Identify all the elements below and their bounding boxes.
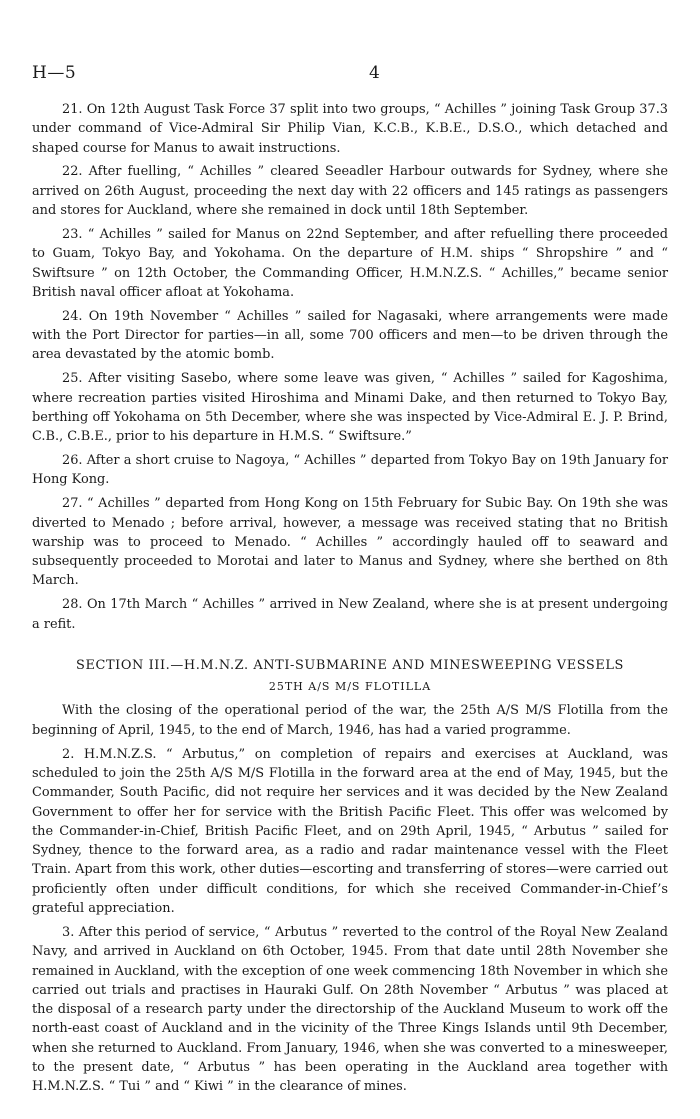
paragraph-intro: With the closing of the operational period of the war, the 25th A/S M/S Flotilla from the beginning of April, 1945, to the end of March, 1946, has had a varied programme. bbox=[32, 703, 668, 738]
document-body bbox=[32, 100, 668, 1101]
paragraph-27: 27. “ Achilles ” departed from Hong Kong on 15th February for Subic Bay. On 19th she was diverted to Menado ; before arrival, however, a message was received stating that no British warship was to proceed to Menado. “ Achilles ” accordingly hauled off to seaward and subsequently proceeded to Morotai and later to Manus and Sydney, where she berthed on 8th March. bbox=[32, 496, 668, 589]
section-title: SECTION III.—H.M.N.Z. ANTI-SUBMARINE AND MINESWEEPING VESSELS bbox=[76, 657, 624, 673]
paragraph-28: 28. On 17th March “ Achilles ” arrived in New Zealand, where she is at present undergoing a refit. bbox=[32, 597, 668, 632]
paragraph-26: 26. After a short cruise to Nagoya, “ Achilles ” departed from Tokyo Bay on 19th January for Hong Kong. bbox=[32, 453, 668, 488]
section-subtitle: 25TH A/S M/S FLOTILLA bbox=[268, 680, 432, 694]
document-code: H—5 bbox=[32, 63, 77, 83]
paragraph-2: 2. H.M.N.Z.S. “ Arbutus,” on completion of repairs and exercises at Auckland, was scheduled to join the 25th A/S M/S Flotilla in the forward area at the end of May, 1945, but the Commander, South Pacific, did not require her services and it was decided by the New Zealand Government to offer her for service with the British Pacific Fleet. This offer was welcomed by the Commander-in-Chief, British Pacific Fleet, and on 29th April, 1945, “ Arbutus ” sailed for Sydney, thence to the forward area, as a radio and radar maintenance vessel with the Fleet Train. Apart from this work, other duties—escorting and transferring of stores—were carried out proficiently often under difficult conditions, for which she received Commander-in-Chief’s grateful appreciation. bbox=[32, 746, 668, 917]
paragraph-24: 24. On 19th November “ Achilles ” sailed for Nagasaki, where arrangements were made with the Port Director for parties—in all, some 700 officers and men—to be driven through the area devastated by the atomic bomb. bbox=[32, 308, 668, 363]
paragraph-25: 25. After visiting Sasebo, where some leave was given, “ Achilles ” sailed for Kagoshima, where recreation parties visited Hiroshima and Minami Dake, and then returned to Tokyo Bay, berthing off Yokohama on 5th December, where she was inspected by Vice-Admiral E. J. P. Brind, C.B., C.B.E., prior to his departure in H.M.S. “ Swiftsure.” bbox=[32, 371, 668, 445]
paragraph-22: 22. After fuelling, “ Achilles ” cleared Seeadler Harbour outwards for Sydney, where she arrived on 26th August, proceeding the next day with 22 officers and 145 ratings as passengers and stores for Auckland, where she remained in dock until 18th September. bbox=[32, 164, 668, 219]
paragraph-23: 23. “ Achilles ” sailed for Manus on 22nd September, and after refuelling there proceeded to Guam, Tokyo Bay, and Yokohama. On the departure of H.M. ships “ Shropshire ” and “ Swiftsure ” on 12th October, the Commanding Officer, H.M.N.Z.S. “ Achilles,” became senior British naval officer afloat at Yokohama. bbox=[32, 226, 668, 300]
page-header bbox=[32, 63, 668, 85]
page-number: 4 bbox=[369, 63, 380, 83]
paragraph-21: 21. On 12th August Task Force 37 split into two groups, “ Achilles ” joining Task Group 37.3 under command of Vice-Admiral Sir Philip Vian, K.C.B., K.B.E., D.S.O., which detached and shaped course for Manus to await instructions. bbox=[32, 102, 668, 156]
paragraph-3: 3. After this period of service, “ Arbutus ” reverted to the control of the Royal New Zealand Navy, and arrived in Auckland on 6th October, 1945. From that date until 28th November she remained in Auckland, with the exception of one week commencing 18th November in which she carried out trials and practises in Hauraki Gulf. On 28th November “ Arbutus ” was placed at the disposal of a research party under the directorship of the Auckland Museum to work off the north-east coast of Auckland and in the vicinity of the Three Kings Islands until 9th December, when she returned to Auckland. From January, 1946, when she was converted to a minesweeper, to the present date, “ Arbutus ” has been operating in the Auckland area together with H.M.N.Z.S. “ Tui ” and “ Kiwi ” in the clearance of mines. bbox=[32, 924, 668, 1095]
